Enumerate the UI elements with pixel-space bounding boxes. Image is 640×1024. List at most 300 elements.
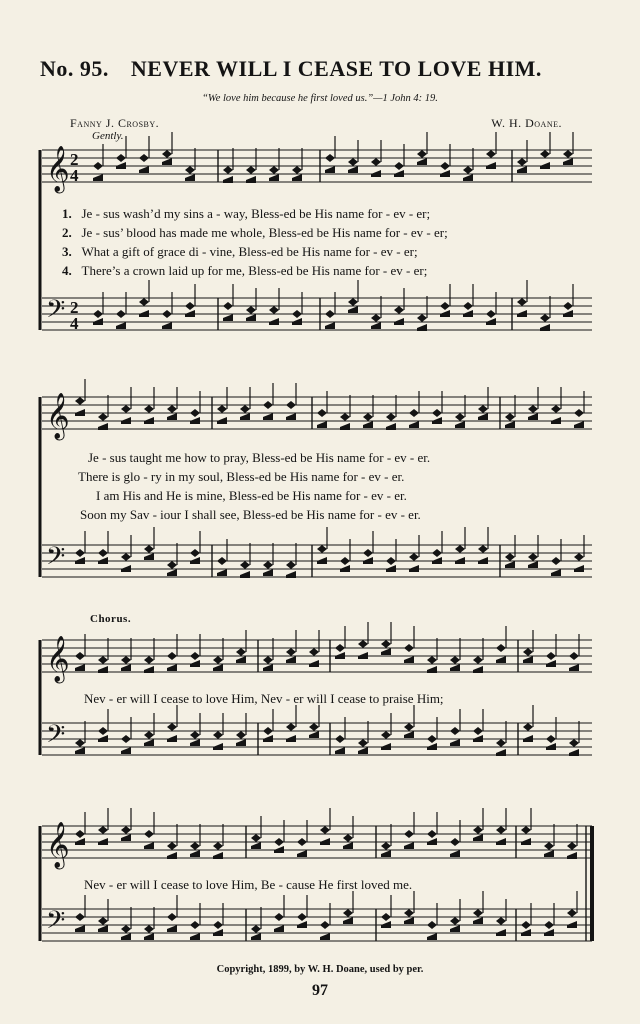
shape-note-head <box>98 413 108 421</box>
shape-note-head <box>358 747 368 754</box>
shape-note-head <box>486 310 496 318</box>
shape-note-head <box>463 302 473 310</box>
shape-note-head <box>320 933 330 940</box>
shape-note-head <box>286 656 296 663</box>
shape-note-head <box>116 322 126 329</box>
shape-note-head <box>263 413 273 420</box>
shape-note-head <box>540 324 550 331</box>
shape-note-head <box>567 909 577 917</box>
page-number: 97 <box>312 982 328 999</box>
shape-note-head <box>450 925 460 932</box>
shape-note-head <box>517 158 527 166</box>
shape-note-head <box>450 917 460 925</box>
shape-note-head <box>240 571 250 578</box>
shape-note-head <box>427 838 437 845</box>
shape-note-head <box>563 302 573 310</box>
shape-note-head <box>381 913 391 921</box>
shape-note-head <box>544 921 554 929</box>
treble-clef-icon: 𝄞 <box>46 636 70 682</box>
shape-note-head <box>223 166 233 174</box>
shape-note-head <box>93 174 103 181</box>
shape-note-head <box>263 735 273 742</box>
shape-note-head <box>269 318 279 325</box>
shape-note-head <box>223 314 233 321</box>
shape-note-head <box>325 322 335 329</box>
shape-note-head <box>363 557 373 564</box>
shape-note-head <box>496 917 506 925</box>
shape-note-head <box>217 569 227 576</box>
verse-text: What a gift of grace di - vine, Bless-ed be His name for - ev - er; <box>81 244 418 259</box>
shape-note-head <box>98 557 108 564</box>
shape-note-head <box>251 834 261 842</box>
shape-note-head <box>455 545 465 553</box>
shape-note-head <box>121 933 131 940</box>
shape-note-head <box>521 838 531 845</box>
shape-note-head <box>450 664 460 671</box>
verse-continuation-3: I am His and He is mine, Bless-ed be His name for - ev - er. <box>96 488 407 503</box>
shape-note-head <box>251 842 261 849</box>
shape-note-head <box>274 838 284 846</box>
shape-note-head <box>486 150 496 158</box>
shape-note-head <box>213 842 223 850</box>
shape-note-head <box>121 553 131 561</box>
shape-note-head <box>213 731 223 739</box>
shape-note-head <box>381 850 391 857</box>
shape-note-head <box>381 648 391 655</box>
shape-note-head <box>251 933 261 940</box>
treble-clef-icon: 𝄞 <box>46 393 70 439</box>
shape-note-head <box>546 652 556 660</box>
lyricist: Fanny J. Crosby. <box>70 116 160 130</box>
shape-note-head <box>121 826 131 834</box>
shape-note-head <box>432 557 442 564</box>
shape-note-head <box>116 310 126 318</box>
shape-note-head <box>551 405 561 413</box>
shape-note-head <box>317 409 327 417</box>
shape-note-head <box>386 413 396 421</box>
shape-note-head <box>320 921 330 929</box>
shape-note-head <box>325 154 335 162</box>
shape-note-head <box>167 569 177 576</box>
treble-clef-icon: 𝄞 <box>46 146 70 192</box>
shape-note-head <box>292 310 302 318</box>
shape-note-head <box>463 174 473 181</box>
shape-note-head <box>144 739 154 746</box>
shape-note-head <box>121 747 131 754</box>
shape-note-head <box>404 723 414 731</box>
shape-note-head <box>563 150 573 158</box>
shape-note-head <box>381 842 391 850</box>
shape-note-head <box>190 417 200 424</box>
shape-note-head <box>496 749 506 756</box>
chorus-label: Chorus. <box>90 613 132 625</box>
shape-note-head <box>381 743 391 750</box>
shape-note-head <box>440 310 450 317</box>
shape-note-head <box>463 166 473 174</box>
shape-note-head <box>371 314 381 322</box>
shape-note-head <box>381 731 391 739</box>
shape-note-head <box>121 735 131 743</box>
shape-note-head <box>144 830 154 838</box>
shape-note-head <box>394 162 404 170</box>
shape-note-head <box>363 413 373 421</box>
shape-note-head <box>340 413 350 421</box>
shape-note-head <box>478 545 488 553</box>
shape-note-head <box>569 652 579 660</box>
shape-note-head <box>116 154 126 162</box>
shape-note-head <box>185 310 195 317</box>
verse-text: There’s a crown laid up for me, Bless-ed be His name for - ev - er; <box>81 263 428 278</box>
shape-note-head <box>455 557 465 564</box>
shape-note-head <box>223 302 233 310</box>
shape-note-head <box>121 664 131 671</box>
shape-note-head <box>144 731 154 739</box>
shape-note-head <box>121 925 131 933</box>
shape-note-head <box>185 166 195 174</box>
shape-note-head <box>269 174 279 181</box>
shape-note-head <box>116 162 126 169</box>
shape-note-head <box>404 830 414 838</box>
shape-note-head <box>98 925 108 932</box>
verse-continuation-1: Je - sus taught me how to pray, Bless-ed be His name for - ev - er. <box>88 450 431 465</box>
shape-note-head <box>144 666 154 673</box>
shape-note-head <box>185 302 195 310</box>
shape-note-head <box>335 644 345 652</box>
shape-note-head <box>540 150 550 158</box>
shape-note-head <box>236 739 246 746</box>
shape-note-head <box>496 929 506 936</box>
shape-note-head <box>286 413 296 420</box>
shape-note-head <box>144 842 154 849</box>
shape-note-head <box>417 150 427 158</box>
shape-note-head <box>358 640 368 648</box>
shape-note-head <box>404 917 414 924</box>
shape-note-head <box>348 306 358 313</box>
shape-note-head <box>540 162 550 169</box>
shape-note-head <box>343 909 353 917</box>
shape-note-head <box>269 306 279 314</box>
shape-note-head <box>75 397 85 405</box>
shape-note-head <box>394 170 404 177</box>
shape-note-head <box>473 834 483 841</box>
shape-note-head <box>563 158 573 165</box>
bass-clef-icon: 𝄢 <box>46 720 66 755</box>
shape-note-head <box>292 318 302 325</box>
shape-note-head <box>213 664 223 671</box>
shape-note-head <box>297 838 307 846</box>
shape-note-head <box>167 852 177 859</box>
shape-note-head <box>440 302 450 310</box>
shape-note-head <box>213 929 223 936</box>
shape-note-head <box>121 656 131 664</box>
shape-note-head <box>335 735 345 743</box>
shape-note-head <box>473 826 483 834</box>
shape-note-head <box>574 421 584 428</box>
time-signature-top: 2 <box>70 150 79 169</box>
shape-note-head <box>292 166 302 174</box>
shape-note-head <box>517 166 527 173</box>
shape-note-head <box>409 409 419 417</box>
shape-note-head <box>409 421 419 428</box>
shape-note-head <box>75 838 85 845</box>
verse-continuation-4: Soon my Sav - iour I shall see, Bless-ed be His name for - ev - er. <box>80 507 421 522</box>
shape-note-head <box>190 549 200 557</box>
shape-note-head <box>325 310 335 318</box>
shape-note-head <box>473 909 483 917</box>
shape-note-head <box>263 727 273 735</box>
treble-clef-icon: 𝄞 <box>46 822 70 868</box>
shape-note-head <box>496 826 506 834</box>
shape-note-head <box>217 417 227 424</box>
shape-note-head <box>358 739 368 747</box>
verse-line-3 <box>62 244 418 260</box>
shape-note-head <box>213 656 223 664</box>
shape-note-head <box>98 735 108 742</box>
shape-note-head <box>75 557 85 564</box>
shape-note-head <box>567 842 577 850</box>
shape-note-head <box>190 409 200 417</box>
verse-number: 4. <box>62 263 72 278</box>
bass-clef-icon: 𝄢 <box>46 542 66 577</box>
shape-note-head <box>517 298 527 306</box>
shape-note-head <box>139 298 149 306</box>
shape-note-head <box>236 656 246 663</box>
shape-note-head <box>521 921 531 929</box>
shape-note-head <box>98 727 108 735</box>
shape-note-head <box>528 413 538 420</box>
shape-note-head <box>75 664 85 671</box>
shape-note-head <box>340 565 350 572</box>
shape-note-head <box>269 166 279 174</box>
shape-note-head <box>251 925 261 933</box>
shape-note-head <box>343 842 353 849</box>
shape-note-head <box>98 423 108 430</box>
shape-note-head <box>263 664 273 671</box>
shape-note-head <box>263 561 273 569</box>
shape-note-head <box>455 413 465 421</box>
shape-note-head <box>546 743 556 750</box>
shape-note-head <box>144 405 154 413</box>
shape-note-head <box>223 176 233 183</box>
time-signature-bottom: 4 <box>70 166 79 185</box>
shape-note-head <box>521 929 531 936</box>
shape-note-head <box>167 842 177 850</box>
shape-note-head <box>144 925 154 933</box>
shape-note-head <box>190 739 200 746</box>
shape-note-head <box>551 557 561 565</box>
verse-text: Je - sus’ blood has made me whole, Bless-ed be His name for - ev - er; <box>81 225 448 240</box>
shape-note-head <box>363 549 373 557</box>
shape-note-head <box>98 917 108 925</box>
shape-note-head <box>217 405 227 413</box>
shape-note-head <box>75 747 85 754</box>
shape-note-head <box>297 921 307 928</box>
shape-note-head <box>432 417 442 424</box>
shape-note-head <box>505 561 515 568</box>
verse-line-2 <box>62 225 448 241</box>
shape-note-head <box>427 830 437 838</box>
shape-note-head <box>98 838 108 845</box>
shape-note-head <box>98 549 108 557</box>
shape-note-head <box>167 561 177 569</box>
shape-note-head <box>544 850 554 857</box>
shape-note-head <box>496 739 506 747</box>
shape-note-head <box>335 747 345 754</box>
verse-number: 2. <box>62 225 72 240</box>
shape-note-head <box>473 727 483 735</box>
shape-note-head <box>496 644 506 652</box>
shape-note-head <box>98 666 108 673</box>
shape-note-head <box>340 557 350 565</box>
shape-note-head <box>309 648 319 656</box>
shape-note-head <box>540 314 550 322</box>
shape-note-head <box>144 417 154 424</box>
shape-note-head <box>563 310 573 317</box>
shape-note-head <box>432 409 442 417</box>
shape-note-head <box>162 150 172 158</box>
shape-note-head <box>427 656 437 664</box>
shape-note-head <box>246 314 256 321</box>
shape-note-head <box>544 929 554 936</box>
shape-note-head <box>427 743 437 750</box>
shape-note-head <box>386 423 396 430</box>
shape-note-head <box>427 666 437 673</box>
bass-clef-icon: 𝄢 <box>46 906 66 941</box>
shape-note-head <box>496 838 506 845</box>
shape-note-head <box>523 735 533 742</box>
shape-note-head <box>162 322 172 329</box>
shape-note-head <box>523 656 533 663</box>
shape-note-head <box>404 644 414 652</box>
shape-note-head <box>190 842 200 850</box>
shape-note-head <box>505 421 515 428</box>
shape-note-head <box>478 413 488 420</box>
shape-note-head <box>190 660 200 667</box>
shape-note-head <box>340 423 350 430</box>
shape-note-head <box>286 648 296 656</box>
shape-note-head <box>335 652 345 659</box>
verse-line-4 <box>62 263 427 279</box>
shape-note-head <box>521 826 531 834</box>
shape-note-head <box>528 553 538 561</box>
shape-note-head <box>478 405 488 413</box>
shape-note-head <box>569 739 579 747</box>
shape-note-head <box>144 545 154 553</box>
shape-note-head <box>121 834 131 841</box>
shape-note-head <box>523 648 533 656</box>
shape-note-head <box>121 417 131 424</box>
shape-note-head <box>167 652 177 660</box>
shape-note-head <box>404 731 414 738</box>
shape-note-head <box>167 735 177 742</box>
shape-note-head <box>381 640 391 648</box>
shape-note-head <box>139 166 149 173</box>
shape-note-head <box>75 830 85 838</box>
shape-note-head <box>240 405 250 413</box>
shape-note-head <box>317 557 327 564</box>
shape-note-head <box>450 727 460 735</box>
shape-note-head <box>309 660 319 667</box>
shape-note-head <box>473 735 483 742</box>
shape-note-head <box>551 417 561 424</box>
shape-note-head <box>394 306 404 314</box>
shape-note-head <box>213 743 223 750</box>
shape-note-head <box>185 174 195 181</box>
shape-note-head <box>320 826 330 834</box>
shape-note-head <box>450 656 460 664</box>
shape-note-head <box>246 166 256 174</box>
shape-note-head <box>144 933 154 940</box>
shape-note-head <box>546 735 556 743</box>
shape-note-head <box>93 310 103 318</box>
shape-note-head <box>386 565 396 572</box>
shape-note-head <box>404 656 414 663</box>
shape-note-head <box>75 925 85 932</box>
shape-note-head <box>320 838 330 845</box>
shape-note-head <box>190 933 200 940</box>
shape-note-head <box>505 553 515 561</box>
shape-note-head <box>325 166 335 173</box>
shape-note-head <box>523 723 533 731</box>
shape-note-head <box>274 925 284 932</box>
shape-note-head <box>463 310 473 317</box>
shape-note-head <box>217 557 227 565</box>
shape-note-head <box>190 850 200 857</box>
shape-note-head <box>274 913 284 921</box>
shape-note-head <box>167 925 177 932</box>
shape-note-head <box>409 565 419 572</box>
shape-note-head <box>478 557 488 564</box>
shape-note-head <box>190 921 200 929</box>
shape-note-head <box>75 913 85 921</box>
shape-note-head <box>286 561 296 569</box>
shape-note-head <box>455 421 465 428</box>
composer: W. H. Doane. <box>491 116 562 130</box>
shape-note-head <box>486 162 496 169</box>
shape-note-head <box>432 549 442 557</box>
shape-note-head <box>574 565 584 572</box>
shape-note-head <box>417 324 427 331</box>
shape-note-head <box>75 739 85 747</box>
shape-note-head <box>317 545 327 553</box>
shape-note-head <box>139 310 149 317</box>
shape-note-head <box>450 739 460 746</box>
shape-note-head <box>567 852 577 859</box>
verse-number: 3. <box>62 244 72 259</box>
shape-note-head <box>167 664 177 671</box>
hymn-number: No. 95. <box>40 56 109 81</box>
shape-note-head <box>246 176 256 183</box>
shape-note-head <box>121 565 131 572</box>
chorus-lyrics-line-1: Nev - er will I cease to love Him, Nev - er will I cease to praise Him; <box>84 691 444 706</box>
shape-note-head <box>190 557 200 564</box>
shape-note-head <box>121 405 131 413</box>
shape-note-head <box>98 826 108 834</box>
shape-note-head <box>517 310 527 317</box>
shape-note-head <box>348 298 358 306</box>
shape-note-head <box>213 852 223 859</box>
shape-note-head <box>567 921 577 928</box>
shape-note-head <box>473 656 483 664</box>
shape-note-head <box>440 162 450 170</box>
shape-note-head <box>440 170 450 177</box>
shape-note-head <box>93 162 103 170</box>
shape-note-head <box>386 557 396 565</box>
shape-note-head <box>505 413 515 421</box>
tempo-marking: Gently. <box>92 130 124 142</box>
shape-note-head <box>473 917 483 924</box>
shape-note-head <box>236 648 246 656</box>
